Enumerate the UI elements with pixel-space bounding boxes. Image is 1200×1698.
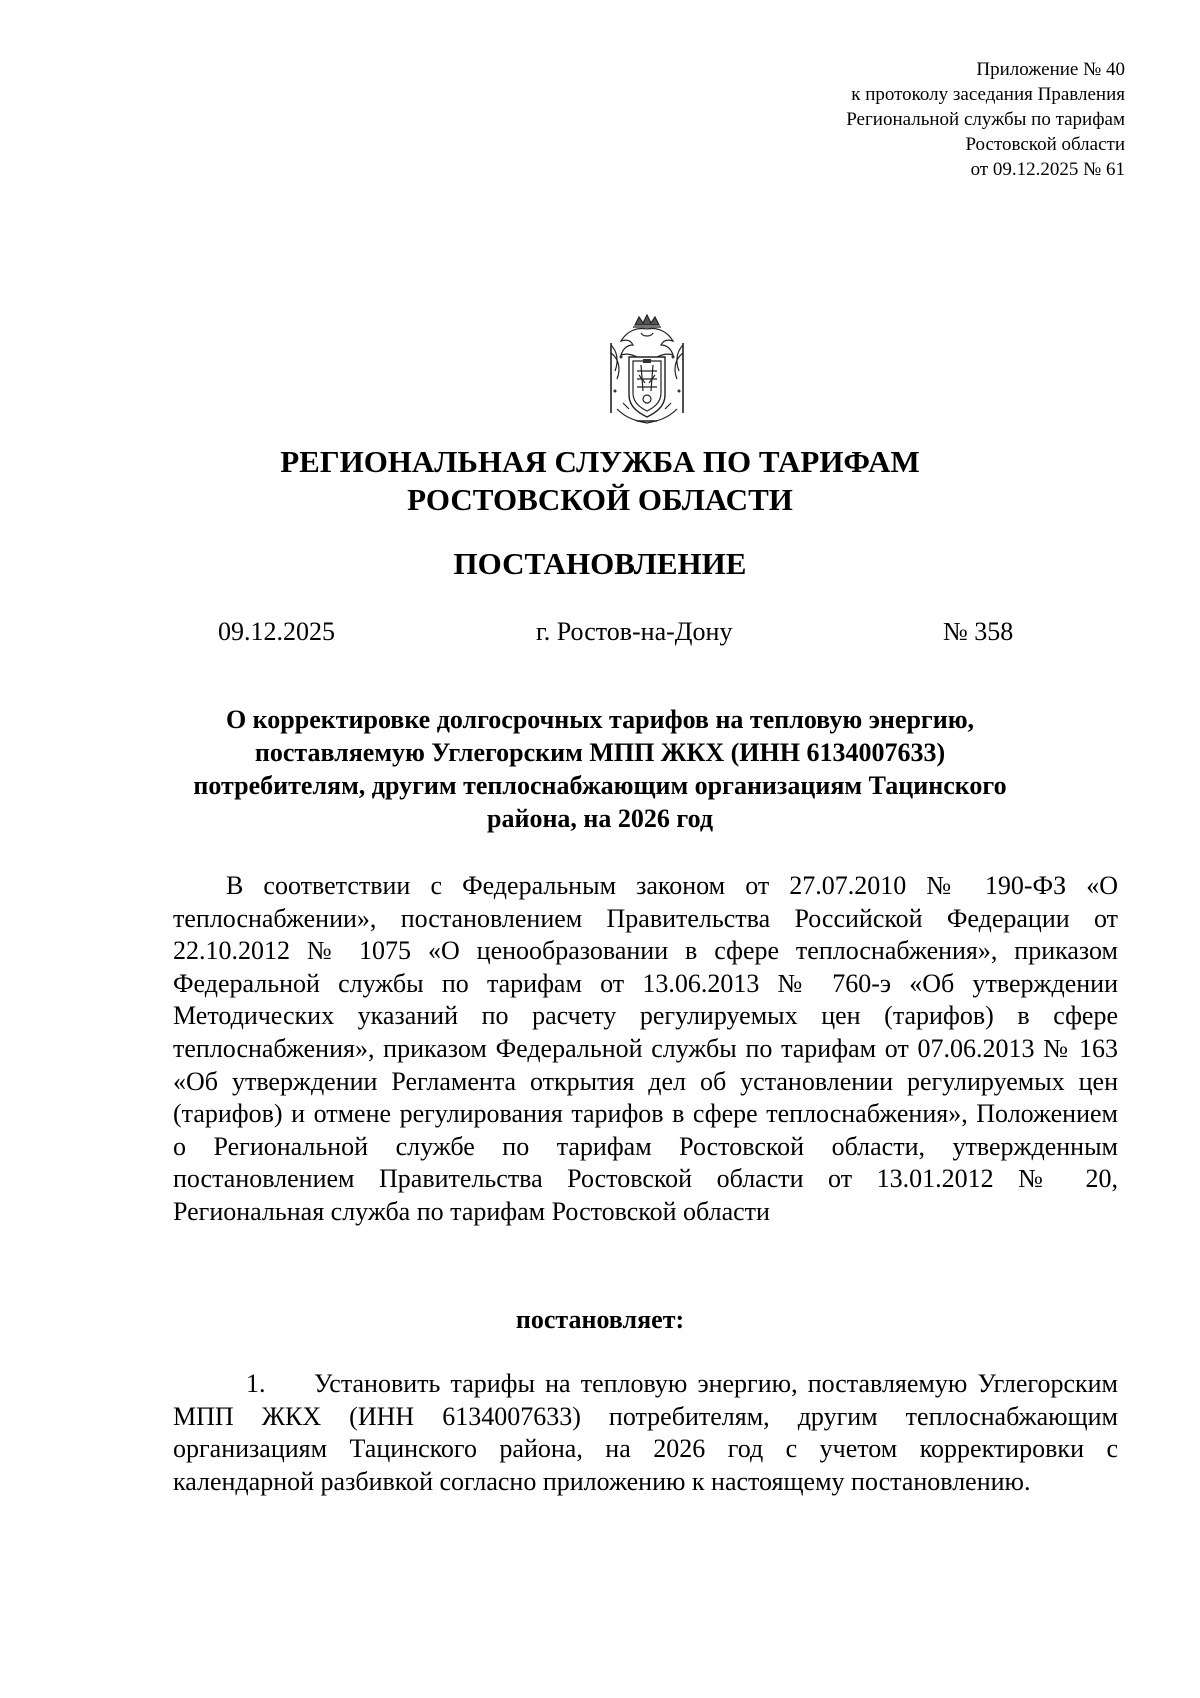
appendix-line: к протоколу заседания Правления (851, 84, 1125, 105)
appendix-reference (846, 57, 1125, 182)
subject-line: поставляемую Углегорским МПП ЖКХ (ИНН 6134007633) (254, 738, 946, 767)
subject-line: О корректировке долгосрочных тарифов на тепловую энергию, (225, 705, 975, 734)
subject-line: потребителям, другим теплоснабжающим организациям Тацинского (193, 771, 1007, 800)
appendix-line: Региональной службы по тарифам (846, 109, 1125, 130)
agency-name-line: РЕГИОНАЛЬНАЯ СЛУЖБА ПО ТАРИФАМ (280, 444, 920, 479)
document-date: 09.12.2025 (218, 617, 335, 646)
document-type-title: ПОСТАНОВЛЕНИЕ (453, 546, 747, 581)
resolves-heading: постановляет: (515, 1305, 685, 1334)
clause-number: 1. (246, 1369, 266, 1398)
agency-name-line: РОСТОВСКОЙ ОБЛАСТИ (407, 482, 793, 517)
subject-line: района, на 2026 год (487, 804, 713, 833)
agency-name (0, 443, 1200, 519)
rostov-oblast-coat-of-arms-icon (597, 313, 697, 428)
clause-paragraph (173, 1368, 1118, 1498)
document-city: г. Ростов-на-Дону (536, 617, 733, 646)
clause-text: Установить тарифы на тепловую энергию, поставляемую Углегорским МПП ЖКХ (ИНН 6134007633) потребителям, другим теплоснабжающим организациям Тацинского района, на 2026 год с учетом корректировки с календарной разбивкой согласно приложению к настоящему постановлению. (173, 1369, 1118, 1496)
appendix-line: Приложение № 40 (976, 59, 1125, 80)
document-meta-row (0, 615, 1200, 649)
document-subject (150, 703, 1050, 835)
appendix-line: от 09.12.2025 № 61 (970, 159, 1125, 180)
document-number: № 358 (943, 617, 1014, 646)
preamble-paragraph: В соответствии с Федеральным законом от 27.07.2010 № 190-ФЗ «О теплоснабжении», постановлением Правительства Российской Федерации от 22.10.2012 № 1075 «О ценообразовании в сфере теплоснабжения», приказом Федеральной службы по тарифам от 13.06.2013 № 760-э «Об утверждении Методических указаний по расчету регулируемых цен (тарифов) в сфере теплоснабжения», приказом Федеральной службы по тарифам от 07.06.2013 № 163 «Об утверждении Регламента открытия дел об установлении регулируемых цен (тарифов) и отмене регулирования тарифов в сфере теплоснабжения», Положением о Региональной службе по тарифам Ростовской области, утвержденным постановлением Правительства Ростовской области от 13.01.2012 № 20, Региональная служба по тарифам Ростовской области (173, 871, 1118, 1226)
appendix-line: Ростовской области (965, 134, 1125, 155)
